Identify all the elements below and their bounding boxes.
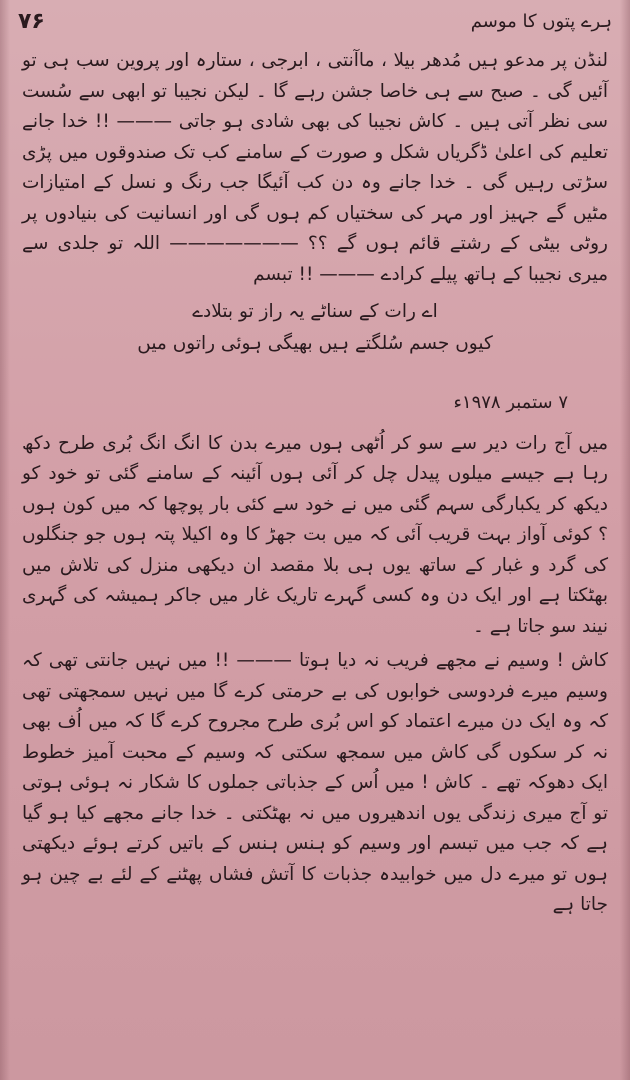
diary-date: ۷ ستمبر ۱۹۷۸ء (453, 392, 568, 413)
scan-shadow-left (0, 0, 10, 1080)
page-header (18, 4, 612, 38)
paragraph-2: میں آج رات دیر سے سو کر اُٹھی ہوں میرے بدن کا انگ انگ بُری طرح دکھ رہا ہے جیسے میلوں پیدل چل کر آئی ہوں آئینہ کے سامنے گئی تو خود کو دیکھ کر یکبارگی سہم گئی میں نے خود سے کئی بار پوچھا کہ میں کون ہوں ؟ کوئی آواز بہت قریب آئی کہ میں بت جھڑ کا وہ اکیلا پتہ ہوں جو جنگلوں کی گرد و غبار کے ساتھ یوں ہی بلا مقصد ان دیکھی منزل کی تلاش میں بھٹکتا ہے اور ایک دن وہ کسی گہرے تاریک غار میں جاکر ہمیشہ کی گہری نیند سو جاتا ہے ۔ (22, 432, 608, 637)
paragraph-1: لنڈن پر مدعو ہیں مُدھر بیلا ، ماآنتی ، ابرجی ، ستارہ اور پروین سب ہی تو آئیں گی ۔ صبح سے ہی خاصا جشن رہے گا ۔ لیکن نجیبا تو ابھی سے سُست سی نظر آتی ہیں ۔ کاش نجیبا کی بھی شادی ہو جاتی ——— !! خدا جانے تعلیم کی اعلیٰ ڈگریاں شکل و صورت کے سامنے کب تک صندوقوں میں پڑی سڑتی رہیں گی ۔ خدا جانے وہ دن کب آئیگا جب رنگ و نسل کے امتیازات مٹیں گے جہیز اور مہر کی سختیاں کم ہوں گی اور انسانیت کی بنیادوں پر روٹی بیٹی کے رشتے قائم ہوں گے ؟؟ ——————— اللہ تو جلدی سے میری نجیبا کے ہاتھ پیلے کرادے ——— !! تبسم (22, 50, 608, 285)
running-title: ہرے پتوں کا موسم (470, 10, 612, 32)
poem-couplet (22, 296, 608, 360)
scan-shadow-right (620, 0, 630, 1080)
page-body (22, 46, 608, 921)
paragraph-3: کاش ! وسیم نے مجھے فریب نہ دیا ہوتا ——— !! میں نہیں جانتی تھی کہ وسیم میرے فردوسی خوابوں کی بے حرمتی کرے گا میں نہیں سمجھتی تھی کہ وہ ایک دن میرے اعتماد کو اس بُری طرح مجروح کرے گا کہ میں اُف بھی نہ کر سکوں گی کاش میں سمجھ سکتی کہ وسیم کے محبت آمیز خطوط ایک دھوکہ تھے ۔ کاش ! میں اُس کے جذباتی جملوں کا شکار نہ ہوئی ہوتی تو آج میری زندگی یوں اندھیروں میں نہ بھٹکتی ۔ خدا جانے مجھے کیا ہو گیا ہے کہ جب میں تبسم اور وسیم کو ہنس ہنس کے باتیں کرتے ہوئے دیکھتی ہوں تو میرے دل میں خوابیدہ جذبات کا آتش فشاں پھٹنے کے لئے بے چین ہو جاتا ہے (22, 650, 608, 915)
poem-line-2: کیوں جسم سُلگتے ہیں بھیگی ہوئی راتوں میں (137, 333, 493, 354)
poem-line-1: اے رات کے سناٹے یہ راز تو بتلادے (192, 301, 438, 322)
page-number: ۷۶ (18, 8, 45, 34)
